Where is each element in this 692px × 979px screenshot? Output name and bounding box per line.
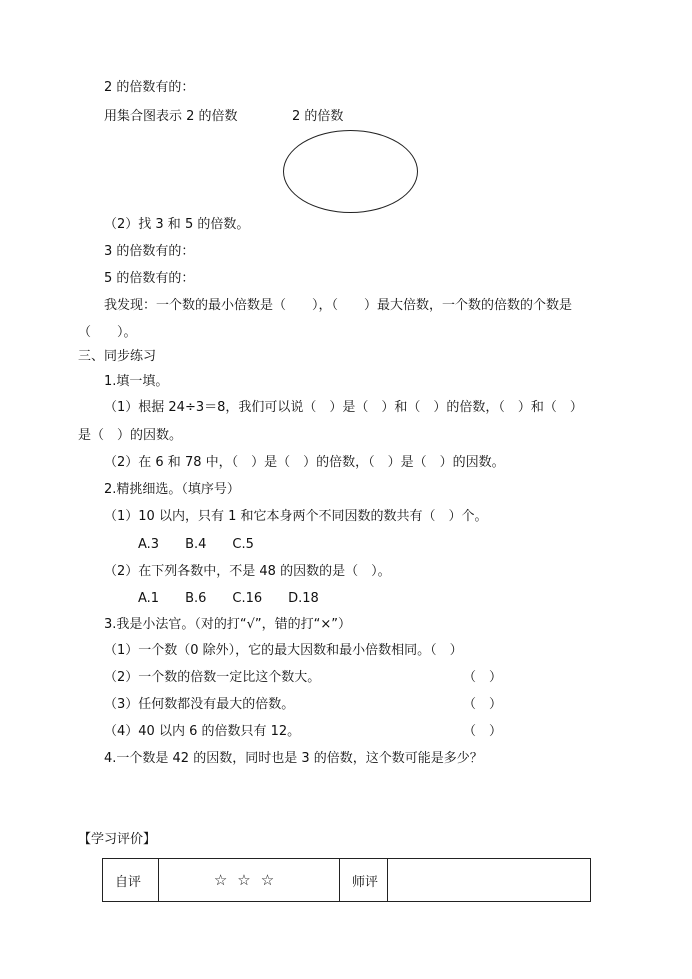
q4-line: 4.一个数是 42 的因数，同时也是 3 的倍数，这个数可能是多少？ <box>104 751 483 766</box>
set-diagram-label: 2 的倍数 <box>292 109 344 124</box>
q3-2-line: （2）一个数的倍数一定比这个数大。 <box>104 670 321 685</box>
q3-title: 3.我是小法官。（对的打“√”，错的打“×”） <box>104 617 352 632</box>
q3-2-answer-paren: （ ） <box>463 670 503 685</box>
star-rating[interactable]: ☆☆☆ <box>159 859 340 902</box>
teacher-eval-label: 师评 <box>340 859 388 902</box>
multiples-of-2-line: 2 的倍数有的： <box>104 80 195 95</box>
find-3-and-5-line: （2）找 3 和 5 的倍数。 <box>104 217 250 232</box>
q2-2-line: （2）在下列各数中，不是 48 的因数的是（ ）。 <box>104 564 391 579</box>
q2-2-options: A.1 B.6 C.16 D.18 <box>138 591 319 606</box>
q1-1-line-1: （1）根据 24÷3＝8，我们可以说（ ）是（ ）和（ ）的倍数，（ ）和（ ） <box>104 400 583 415</box>
q3-3-answer-paren: （ ） <box>463 697 503 712</box>
teacher-eval-field[interactable] <box>388 859 591 902</box>
q3-4-answer-paren: （ ） <box>463 724 503 739</box>
q2-1-options: A.3 B.4 C.5 <box>138 537 254 552</box>
q3-3-line: （3）任何数都没有最大的倍数。 <box>104 697 295 712</box>
set-diagram-ellipse <box>283 130 418 213</box>
q1-title: 1.填一填。 <box>104 374 169 389</box>
evaluation-title: 【学习评价】 <box>78 832 157 847</box>
q3-1-line: （1）一个数（0 除外），它的最大因数和最小倍数相同。（ ） <box>104 643 463 658</box>
evaluation-table <box>102 858 591 902</box>
q3-4-line: （4）40 以内 6 的倍数只有 12。 <box>104 724 301 739</box>
q1-2-line: （2）在 6 和 78 中，（ ）是（ ）的倍数，（ ）是（ ）的因数。 <box>104 455 505 470</box>
set-diagram-instruction: 用集合图表示 2 的倍数 <box>104 109 238 124</box>
section-heading: 三、同步练习 <box>78 349 157 364</box>
discovery-line-1: 我发现：一个数的最小倍数是（ ），（ ）最大倍数，一个数的倍数的个数是 <box>104 298 573 313</box>
self-eval-label: 自评 <box>103 859 159 902</box>
discovery-line-2: （ ）。 <box>78 325 137 340</box>
multiples-of-5-line: 5 的倍数有的： <box>104 271 195 286</box>
multiples-of-3-line: 3 的倍数有的： <box>104 244 195 259</box>
q2-title: 2.精挑细选。（填序号） <box>104 482 240 497</box>
q1-1-line-2: 是（ ）的因数。 <box>78 428 183 443</box>
q2-1-line: （1）10 以内，只有 1 和它本身两个不同因数的数共有（ ）个。 <box>104 509 488 524</box>
